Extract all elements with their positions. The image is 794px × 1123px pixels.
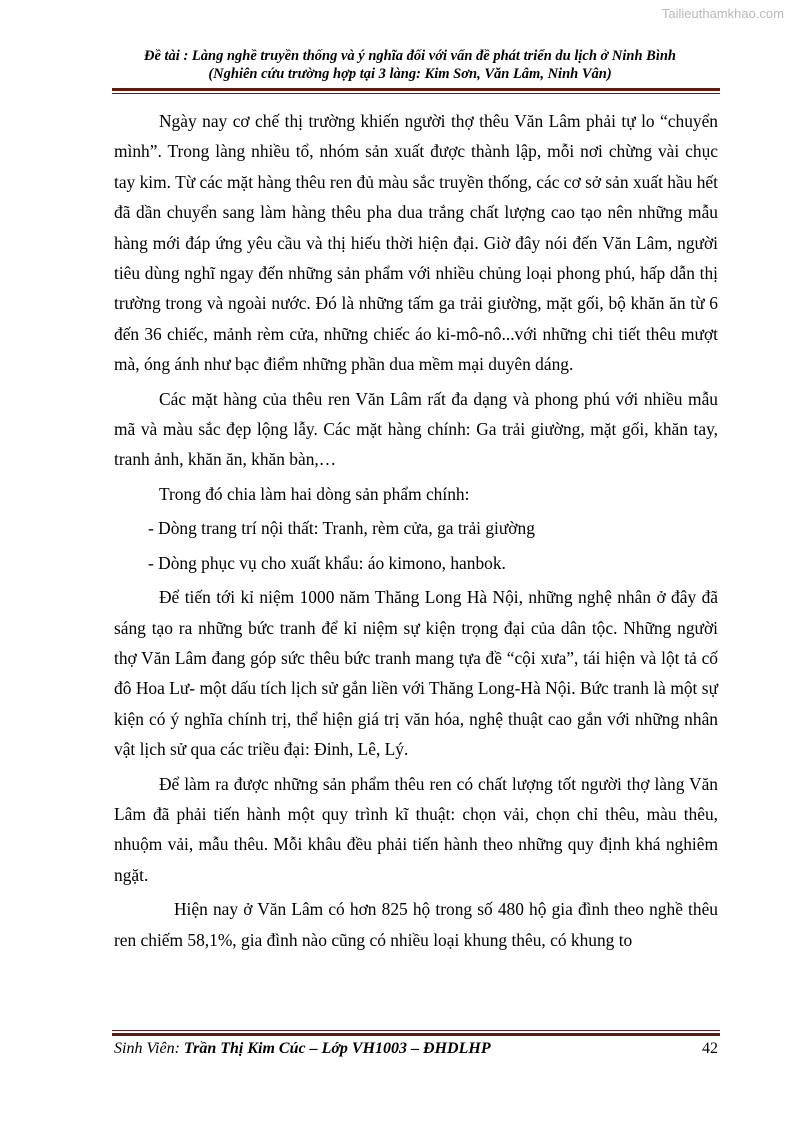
page-footer	[114, 1040, 718, 1060]
paragraph: Ngày nay cơ chế thị trường khiến người thợ thêu Văn Lâm phải tự lo “chuyển mình”. Trong làng nhiều tổ, nhóm sản xuất được thành lập, mỗi nơi chừng vài chục tay kim. Từ các mặt hàng thêu ren đủ màu sắc truyền thống, các cơ sở sản xuất hầu hết đã dần chuyển sang làm hàng thêu pha dua trắng chất lượng cao tạo nên những mẫu hàng mới đáp ứng yêu cầu và thị hiếu thời hiện đại. Giờ đây nói đến Văn Lâm, người tiêu dùng nghĩ ngay đến những sản phẩm với nhiều chủng loại phong phú, hấp dẫn thị trường trong và ngoài nước. Đó là những tấm ga trải giường, mặt gối, bộ khăn ăn từ 6 đến 36 chiếc, mảnh rèm cửa, những chiếc áo ki-mô-nô...với những chi tiết thêu mượt mà, óng ánh như bạc điểm những phần dua mềm mại duyên dáng.	[114, 111, 718, 375]
body-text	[114, 106, 718, 959]
page-number: 42	[702, 1040, 718, 1057]
header-title: Đề tài : Làng nghề truyền thống và ý nghĩa đối với vấn đề phát triển du lịch ở Ninh Bình	[144, 48, 676, 64]
paragraph: Hiện nay ở Văn Lâm có hơn 825 hộ trong số 480 hộ gia đình theo nghề thêu ren chiếm 58,1%, gia đình nào cũng có nhiều loại khung thêu, có khung to	[114, 899, 718, 950]
footer-student-name: Trần Thị Kim Cúc – Lớp VH1003 – ĐHDLHP	[183, 1040, 491, 1057]
footer-student	[114, 1040, 491, 1058]
header-divider-thin	[112, 93, 720, 94]
paragraph: Để làm ra được những sản phẩm thêu ren có chất lượng tốt người thợ làng Văn Lâm đã phải tiến hành một quy trình kĩ thuật: chọn vải, chọn chỉ thêu, màu thêu, nhuộm vải, mẫu thêu. Mỗi khâu đều phải tiến hành theo những quy định khá nghiêm ngặt.	[114, 773, 718, 885]
page-header	[100, 47, 720, 83]
header-divider	[112, 88, 720, 91]
footer-label: Sinh Viên:	[114, 1040, 184, 1057]
watermark: Tailieuthamkhao.com	[661, 6, 784, 21]
paragraph: Các mặt hàng của thêu ren Văn Lâm rất đa dạng và phong phú với nhiều mẫu mã và màu sắc đẹp lộng lẫy. Các mặt hàng chính: Ga trải giường, mặt gối, khăn tay, tranh ảnh, khăn ăn, khăn bàn,…	[114, 388, 718, 470]
header-subtitle: (Nghiên cứu trường hợp tại 3 làng: Kim Sơn, Văn Lâm, Ninh Vân)	[208, 66, 612, 82]
footer-divider-thin	[112, 1030, 720, 1031]
footer-divider	[112, 1033, 720, 1036]
list-item: - Dòng phục vụ cho xuất khẩu: áo kimono, hanbok.	[148, 552, 506, 573]
paragraph: Để tiến tới kỉ niệm 1000 năm Thăng Long Hà Nội, những nghệ nhân ở đây đã sáng tạo ra những bức tranh để kỉ niệm sự kiện trọng đại của dân tộc. Những người thợ Văn Lâm đang góp sức thêu bức tranh mang tựa đề “cội xưa”, tái hiện và lột tả cố đô Hoa Lư- một dấu tích lịch sử gắn liền với Thăng Long-Hà Nội. Bức tranh là một sự kiện có ý nghĩa chính trị, thể hiện giá trị văn hóa, nghệ thuật cao gắn với những nhân vật lịch sử qua các triều đại: Đinh, Lê, Lý.	[114, 587, 718, 760]
list-item: - Dòng trang trí nội thất: Tranh, rèm cửa, ga trải giường	[148, 518, 535, 539]
paragraph: Trong đó chia làm hai dòng sản phẩm chính:	[159, 483, 470, 504]
